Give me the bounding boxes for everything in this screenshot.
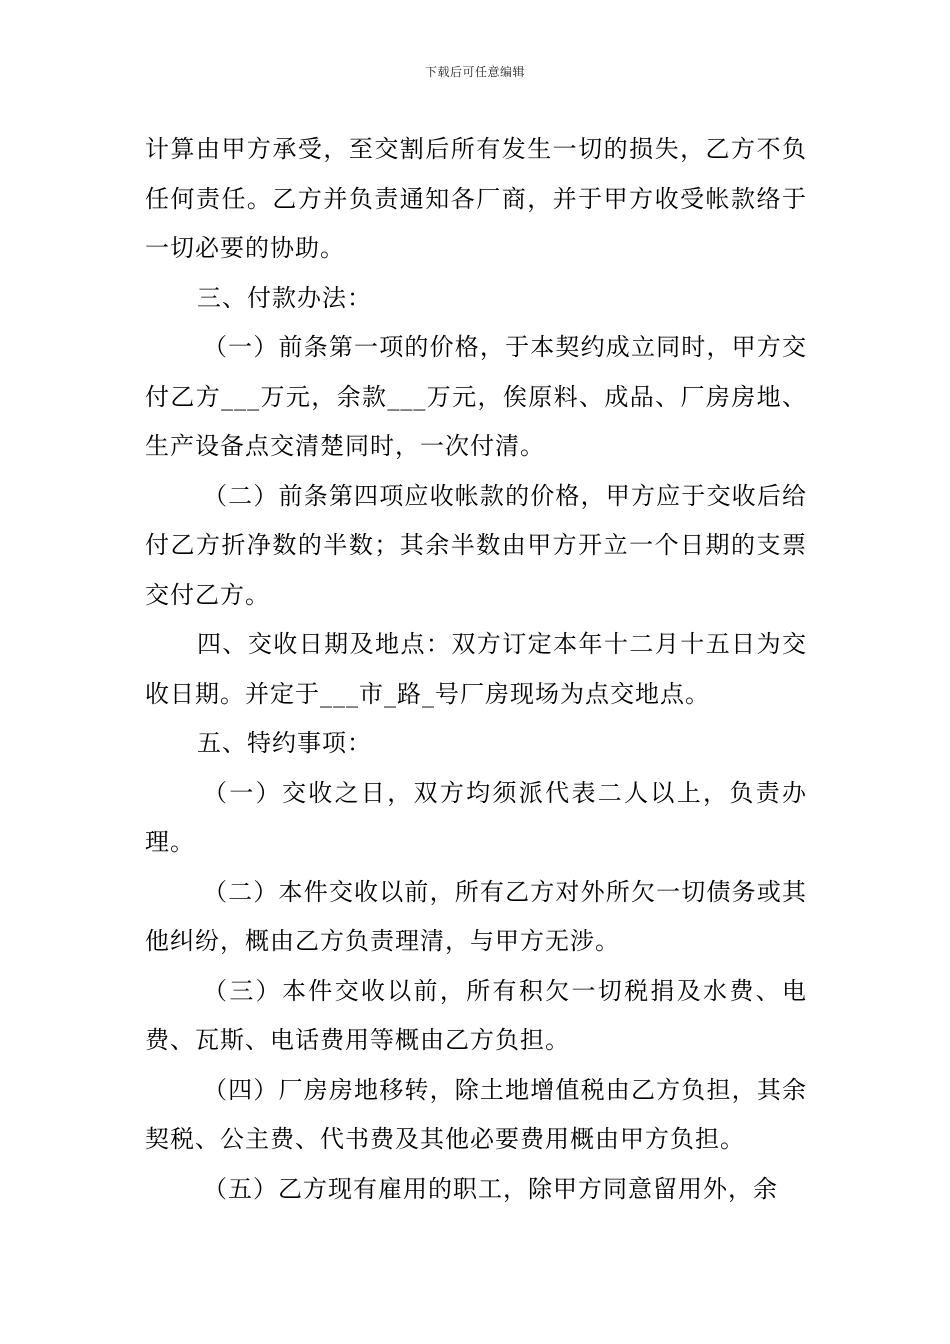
- paragraph-delivery-date-location: 四、交收日期及地点：双方订定本年十二月十五日为交收日期。并定于___市_路_号厂房现场为点交地点。: [145, 630, 807, 708]
- paragraph-special-term-3: （三）本件交收以前，所有积欠一切税捐及水费、电费、瓦斯、电话费用等概由乙方负担。: [145, 976, 807, 1054]
- paragraph-payment-item-1: （一）前条第一项的价格，于本契约成立同时，甲方交付乙方___万元，余款___万元，俟原料、成品、厂房房地、生产设备点交清楚同时，一次付清。: [145, 333, 807, 460]
- page-header-note: 下载后可任意编辑: [424, 65, 525, 79]
- document-body: [145, 125, 807, 1214]
- paragraph-special-term-2: （二）本件交收以前，所有乙方对外所欠一切债务或其他纠纷，概由乙方负责理清，与甲方无涉。: [145, 877, 807, 955]
- paragraph-special-term-5: （五）乙方现有雇用的职工，除甲方同意留用外，余: [203, 1174, 778, 1203]
- paragraph-special-term-1: （一）交收之日，双方均须派代表二人以上，负责办理。: [145, 778, 807, 856]
- paragraph-loss-responsibility: 计算由甲方承受，至交割后所有发生一切的损失，乙方不负任何责任。乙方并负责通知各厂商，并于甲方收受帐款络于一切必要的协助。: [145, 135, 807, 262]
- section-heading-special-terms: 五、特约事项：: [197, 729, 372, 757]
- paragraph-special-term-4: （四）厂房房地移转，除土地增值税由乙方负担，其余契税、公主费、代书费及其他必要费用概由甲方负担。: [145, 1075, 807, 1153]
- section-heading-payment: 三、付款办法：: [197, 283, 372, 312]
- paragraph-payment-item-2: （二）前条第四项应收帐款的价格，甲方应于交收后给付乙方折净数的半数；其余半数由甲方开立一个日期的支票交付乙方。: [145, 481, 807, 609]
